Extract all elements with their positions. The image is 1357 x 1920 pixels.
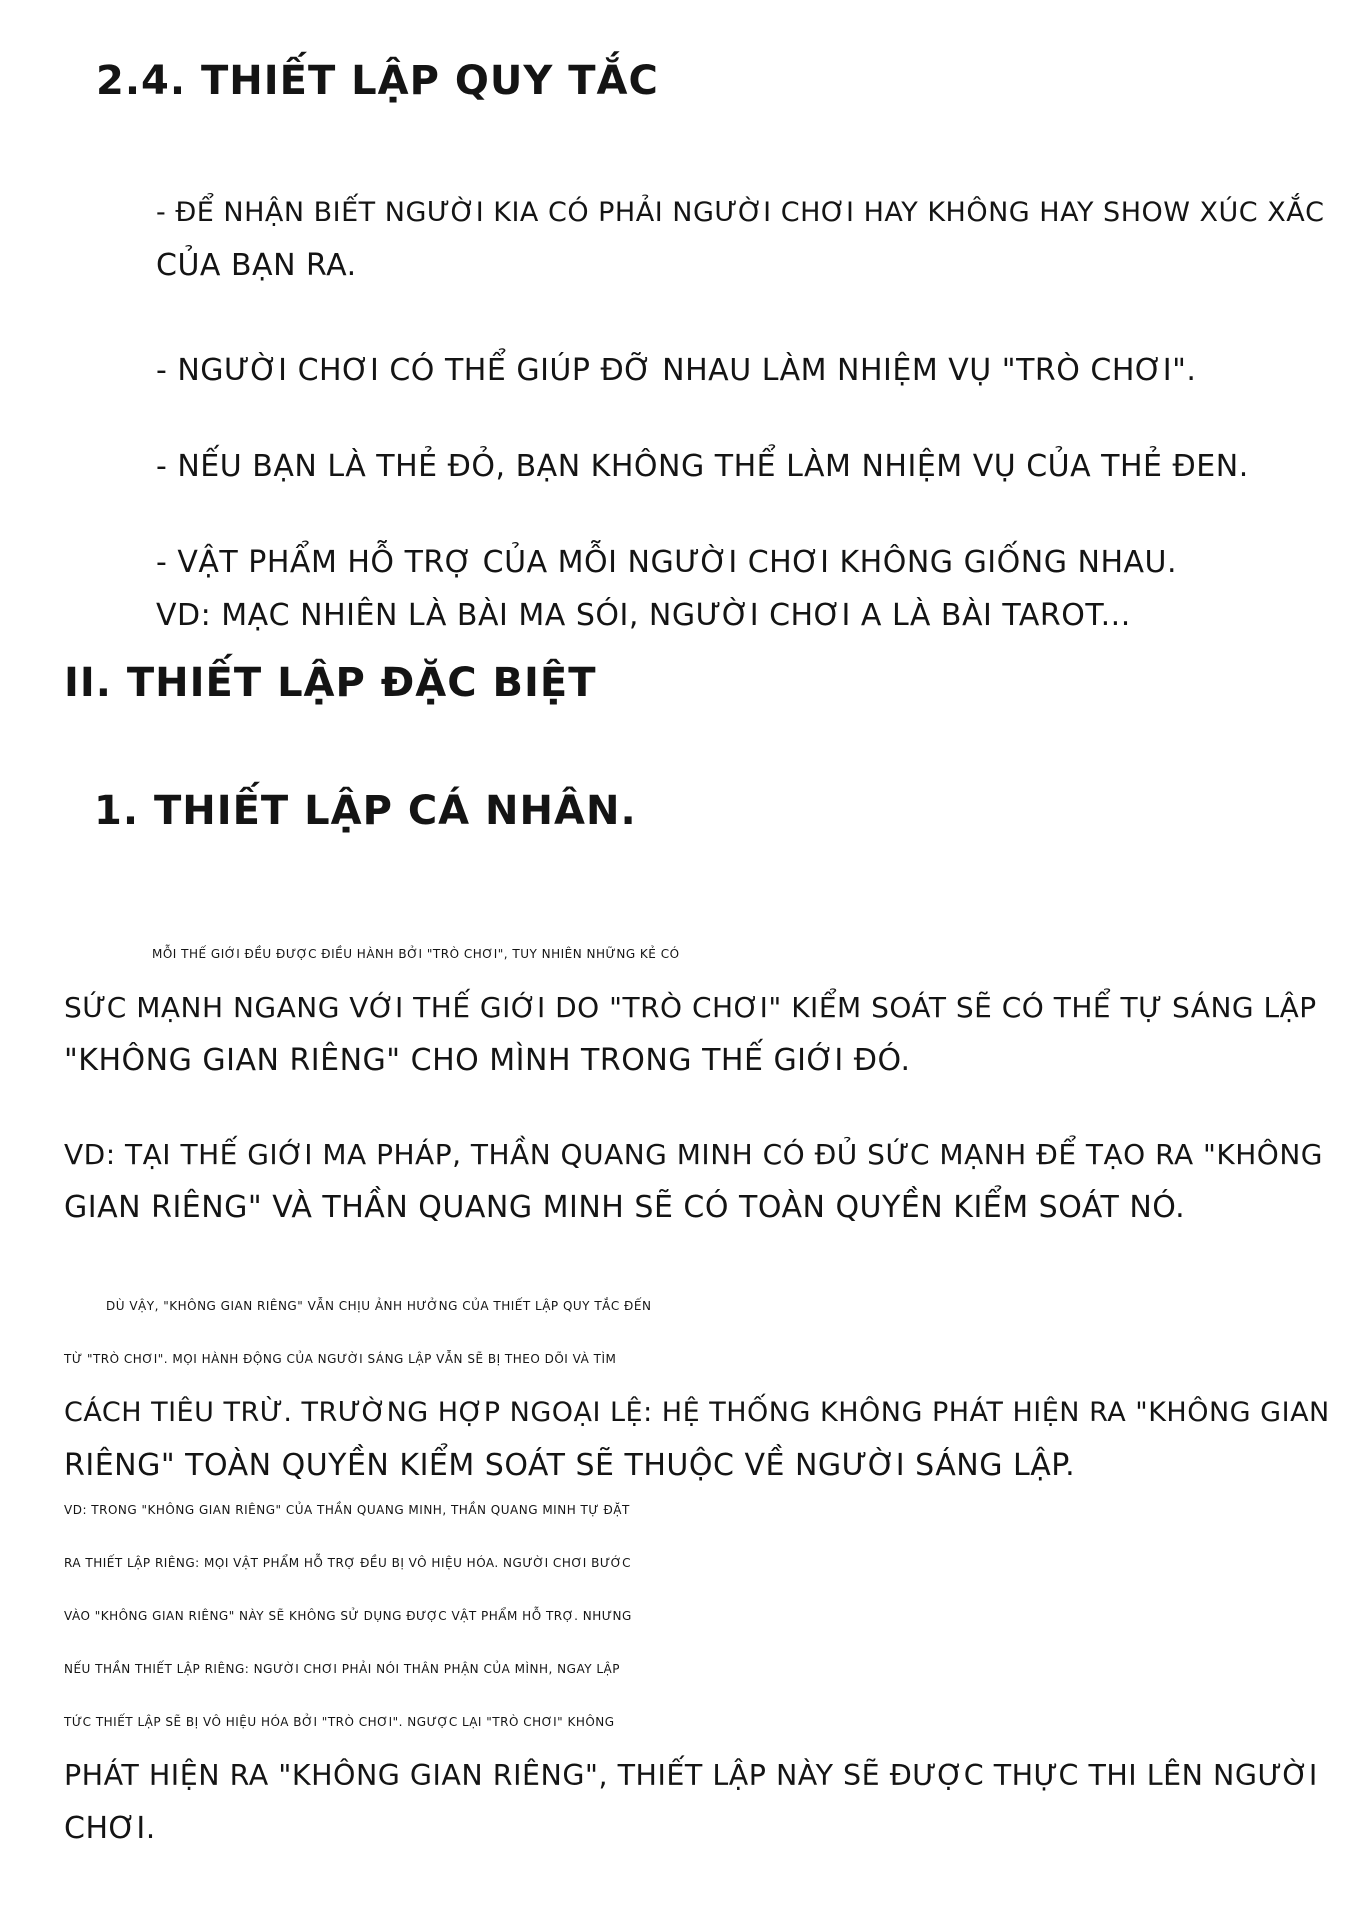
paragraph-line: PHÁT HIỆN RA "KHÔNG GIAN RIÊNG", THIẾT LẬP NÀY SẼ ĐƯỢC THỰC THI LÊN NGƯỜI: [64, 1759, 1318, 1792]
rule-3-line: - NẾU BẠN LÀ THẺ ĐỎ, BẠN KHÔNG THỂ LÀM NHIỆM VỤ CỦA THẺ ĐEN.: [156, 449, 1249, 484]
paragraph-line: RIÊNG" TOÀN QUYỀN KIỂM SOÁT SẼ THUỘC VỀ NGƯỜI SÁNG LẬP.: [64, 1448, 1076, 1483]
paragraph-line: VD: TẠI THẾ GIỚI MA PHÁP, THẦN QUANG MINH CÓ ĐỦ SỨC MẠNH ĐỂ TẠO RA "KHÔNG: [64, 1138, 1323, 1171]
rule-1: [156, 186, 1325, 292]
paragraph-line: VÀO "KHÔNG GIAN RIÊNG" NÀY SẼ KHÔNG SỬ DỤNG ĐƯỢC VẬT PHẨM HỖ TRỢ. NHƯNG: [64, 1609, 632, 1623]
paragraph-line: CÁCH TIÊU TRỪ. TRƯỜNG HỢP NGOẠI LỆ: HỆ THỐNG KHÔNG PHÁT HIỆN RA "KHÔNG GIAN: [64, 1397, 1330, 1428]
paragraph-line: NẾU THẦN THIẾT LẬP RIÊNG: NGƯỜI CHƠI PHẢI NÓI THÂN PHẬN CỦA MÌNH, NGAY LẬP: [64, 1662, 621, 1676]
heading-2-4: 2.4. THIẾT LẬP QUY TẮC: [96, 58, 659, 104]
paragraph-line: "KHÔNG GIAN RIÊNG" CHO MÌNH TRONG THẾ GIỚI ĐÓ.: [64, 1043, 911, 1078]
rule-1-line: - ĐỂ NHẬN BIẾT NGƯỜI KIA CÓ PHẢI NGƯỜI CHƠI HAY KHÔNG HAY SHOW XÚC XẮC: [156, 197, 1325, 228]
rule-3: [156, 440, 1249, 493]
heading-section-II: II. THIẾT LẬP ĐẶC BIỆT: [64, 660, 597, 706]
paragraph-line: GIAN RIÊNG" VÀ THẦN QUANG MINH SẼ CÓ TOÀN QUYỀN KIỂM SOÁT NÓ.: [64, 1190, 1186, 1225]
paragraph-line: TỨC THIẾT LẬP SẼ BỊ VÔ HIỆU HÓA BỞI "TRÒ CHƠI". NGƯỢC LẠI "TRÒ CHƠI" KHÔNG: [64, 1715, 615, 1729]
paragraph-line: VD: TRONG "KHÔNG GIAN RIÊNG" CỦA THẦN QUANG MINH, THẦN QUANG MINH TỰ ĐẶT: [64, 1503, 630, 1517]
paragraph-line: CHƠI.: [64, 1811, 156, 1846]
paragraph-line: DÙ VẬY, "KHÔNG GIAN RIÊNG" VẪN CHỊU ẢNH HƯỞNG CỦA THIẾT LẬP QUY TẮC ĐẾN: [106, 1299, 652, 1313]
paragraph-3: [64, 1280, 1330, 1492]
paragraph-line: MỖI THẾ GIỚI ĐỀU ĐƯỢC ĐIỀU HÀNH BỞI "TRÒ CHƠI", TUY NHIÊN NHỮNG KẺ CÓ: [152, 947, 680, 961]
rule-2-line: - NGƯỜI CHƠI CÓ THỂ GIÚP ĐỠ NHAU LÀM NHIỆM VỤ "TRÒ CHƠI".: [156, 353, 1197, 388]
rule-4-line: - VẬT PHẨM HỖ TRỢ CỦA MỖI NGƯỜI CHƠI KHÔNG GIỐNG NHAU.: [156, 545, 1178, 580]
rule-2: [156, 344, 1196, 397]
rule-4: [156, 536, 1177, 642]
paragraph-line: TỪ "TRÒ CHƠI". MỌI HÀNH ĐỘNG CỦA NGƯỜI SÁNG LẬP VẪN SẼ BỊ THEO DÕI VÀ TÌM: [64, 1352, 617, 1366]
rule-1-line: CỦA BẠN RA.: [156, 248, 357, 283]
paragraph-2: [64, 1128, 1323, 1234]
heading-personal-settings: 1. THIẾT LẬP CÁ NHÂN.: [94, 788, 637, 834]
paragraph-4: [64, 1484, 1318, 1855]
rule-4-example: VD: MẠC NHIÊN LÀ BÀI MA SÓI, NGƯỜI CHƠI A LÀ BÀI TAROT...: [156, 598, 1131, 633]
paragraph-1: [64, 928, 1317, 1087]
paragraph-line: RA THIẾT LẬP RIÊNG: MỌI VẬT PHẨM HỖ TRỢ ĐỀU BỊ VÔ HIỆU HÓA. NGƯỜI CHƠI BƯỚC: [64, 1556, 632, 1570]
paragraph-line: SỨC MẠNH NGANG VỚI THẾ GIỚI DO "TRÒ CHƠI" KIỂM SOÁT SẼ CÓ THỂ TỰ SÁNG LẬP: [64, 991, 1317, 1024]
